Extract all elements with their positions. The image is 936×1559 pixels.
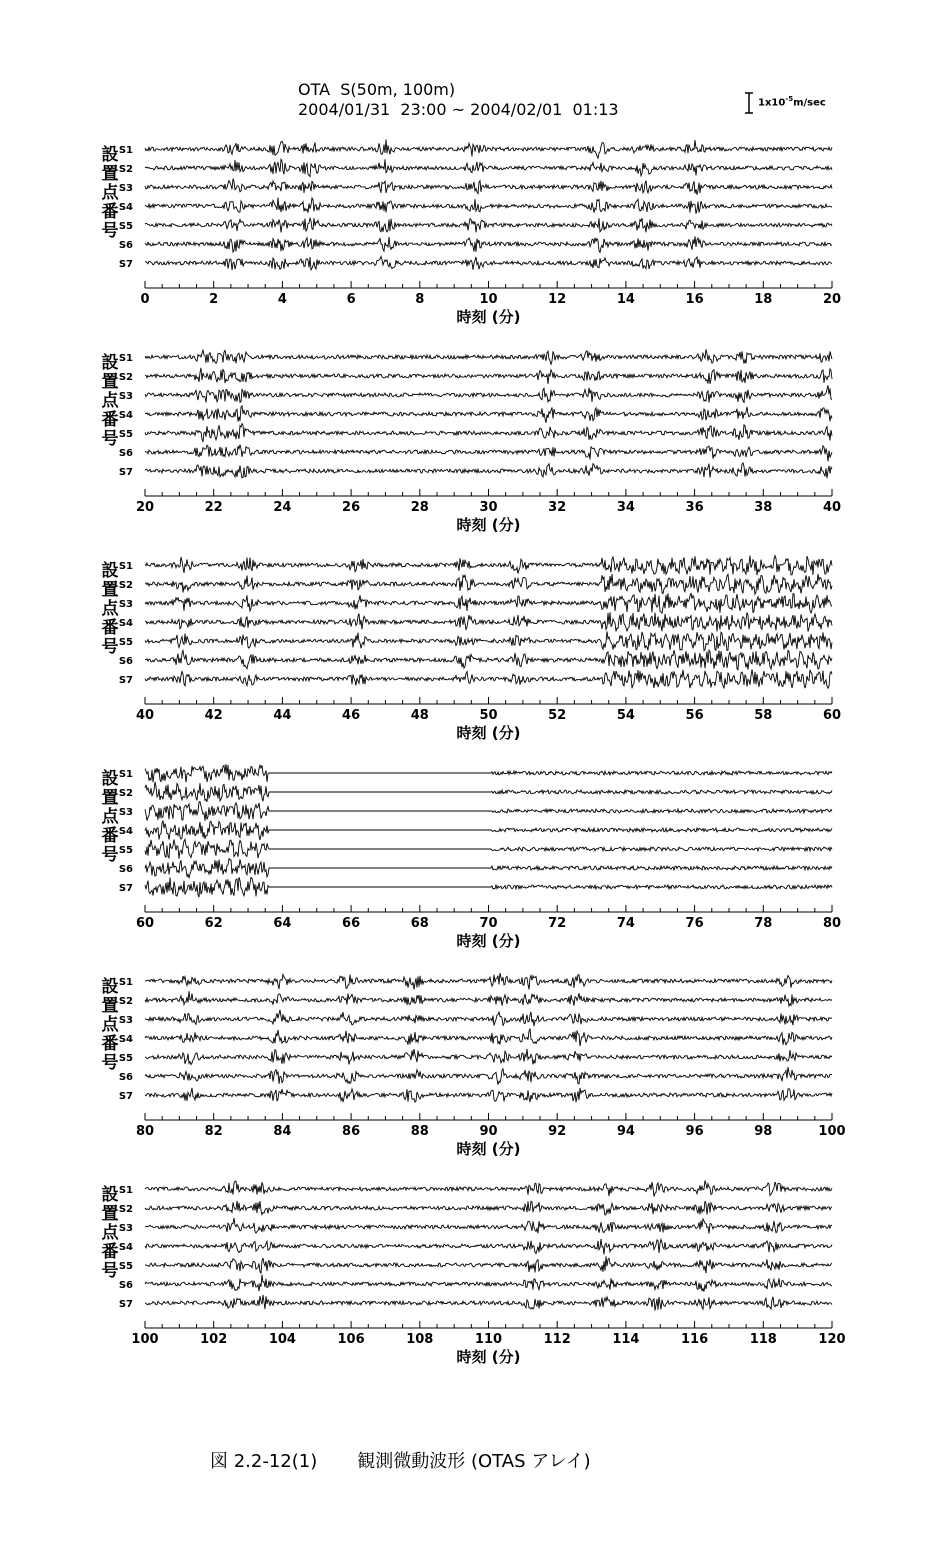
trace-s3 xyxy=(145,1010,832,1026)
x-tick-label: 82 xyxy=(204,1124,223,1139)
station-label-s4: S4 xyxy=(118,826,133,837)
station-label-s1: S1 xyxy=(118,769,133,780)
x-tick-label: 106 xyxy=(337,1332,365,1347)
x-tick-label: 86 xyxy=(342,1124,361,1139)
x-tick-label: 60 xyxy=(822,708,842,723)
x-tick-label: 114 xyxy=(612,1332,640,1347)
x-tick-label: 118 xyxy=(749,1332,777,1347)
trace-s4 xyxy=(145,821,832,840)
x-tick-label: 72 xyxy=(548,916,567,931)
trace-s7 xyxy=(145,463,832,478)
chart-title: OTA S(50m, 100m) xyxy=(298,80,456,99)
trace-s7 xyxy=(145,1295,832,1311)
y-axis-label: 設置点番号 xyxy=(101,145,119,241)
scale-exponent: -5 xyxy=(785,95,794,103)
x-tick-label: 94 xyxy=(616,1124,635,1139)
station-label-s2: S2 xyxy=(118,996,133,1007)
x-tick-label: 70 xyxy=(479,916,498,931)
trace-s5 xyxy=(145,631,832,650)
trace-s1 xyxy=(145,1181,832,1197)
x-tick-label: 34 xyxy=(616,500,635,515)
x-tick-label: 44 xyxy=(273,708,292,723)
x-tick-label: 40 xyxy=(822,500,842,515)
x-tick-label: 0 xyxy=(140,292,150,307)
x-axis-label: 時刻 (分) xyxy=(456,308,521,326)
trace-s5 xyxy=(145,424,832,442)
y-axis-label: 設置点番号 xyxy=(101,561,119,657)
trace-s6 xyxy=(145,445,832,462)
x-tick-label: 46 xyxy=(342,708,361,723)
x-tick-label: 12 xyxy=(548,292,567,307)
x-tick-label: 110 xyxy=(474,1332,503,1347)
x-tick-label: 42 xyxy=(204,708,223,723)
x-tick-label: 62 xyxy=(204,916,223,931)
station-label-s4: S4 xyxy=(118,618,133,629)
trace-s4 xyxy=(145,1239,832,1254)
station-label-s5: S5 xyxy=(118,1261,133,1272)
figure-caption xyxy=(210,1447,631,1473)
x-tick-label: 6 xyxy=(346,292,356,307)
x-tick-label: 64 xyxy=(273,916,292,931)
station-label-s7: S7 xyxy=(118,1091,133,1102)
station-label-s5: S5 xyxy=(118,845,133,856)
trace-s3 xyxy=(145,593,832,613)
x-tick-label: 36 xyxy=(685,500,704,515)
trace-s1 xyxy=(145,764,832,782)
x-tick-label: 48 xyxy=(410,708,429,723)
x-axis-label: 時刻 (分) xyxy=(456,724,521,742)
x-tick-label: 8 xyxy=(415,292,425,307)
y-axis-label: 設置点番号 xyxy=(101,1185,119,1281)
trace-s3 xyxy=(145,179,832,195)
trace-s2 xyxy=(145,574,832,594)
station-label-s6: S6 xyxy=(118,240,133,251)
x-tick-label: 2 xyxy=(209,292,219,307)
trace-s2 xyxy=(145,1201,832,1215)
figure-number: 図 2.2-12(1) xyxy=(210,1451,318,1472)
x-tick-label: 16 xyxy=(685,292,704,307)
x-tick-label: 120 xyxy=(818,1332,846,1347)
station-label-s6: S6 xyxy=(118,1072,133,1083)
trace-s2 xyxy=(145,782,832,802)
station-label-s7: S7 xyxy=(118,467,133,478)
trace-s7 xyxy=(145,670,832,689)
trace-s7 xyxy=(145,1088,832,1102)
trace-s1 xyxy=(145,973,832,989)
station-label-s6: S6 xyxy=(118,864,133,875)
x-tick-label: 68 xyxy=(410,916,429,931)
x-tick-label: 14 xyxy=(616,292,635,307)
trace-s2 xyxy=(145,159,832,176)
station-label-s2: S2 xyxy=(118,1204,133,1215)
trace-s6 xyxy=(145,1275,832,1292)
station-label-s2: S2 xyxy=(118,164,133,175)
station-label-s4: S4 xyxy=(118,1242,133,1253)
trace-s6 xyxy=(145,1067,832,1085)
x-tick-label: 24 xyxy=(273,500,292,515)
x-tick-label: 60 xyxy=(135,916,155,931)
chart-time-range: 2004/01/31 23:00 ~ 2004/02/01 01:13 xyxy=(298,100,619,119)
station-label-s5: S5 xyxy=(118,637,133,648)
x-tick-label: 50 xyxy=(479,708,498,723)
trace-s7 xyxy=(145,257,832,270)
trace-s5 xyxy=(145,839,832,858)
trace-s5 xyxy=(145,218,832,232)
x-tick-label: 10 xyxy=(479,292,498,307)
station-label-s3: S3 xyxy=(118,807,133,818)
x-tick-label: 88 xyxy=(410,1124,429,1139)
x-tick-label: 108 xyxy=(406,1332,434,1347)
x-tick-label: 20 xyxy=(135,500,155,515)
trace-s7 xyxy=(145,877,832,897)
x-tick-label: 22 xyxy=(204,500,223,515)
x-tick-label: 54 xyxy=(616,708,635,723)
x-tick-label: 66 xyxy=(342,916,361,931)
x-tick-label: 98 xyxy=(754,1124,773,1139)
x-tick-label: 30 xyxy=(479,500,498,515)
trace-s4 xyxy=(145,198,832,214)
x-axis-label: 時刻 (分) xyxy=(456,1348,521,1366)
station-label-s2: S2 xyxy=(118,580,133,591)
x-tick-label: 26 xyxy=(342,500,361,515)
x-tick-label: 20 xyxy=(822,292,842,307)
x-tick-label: 74 xyxy=(616,916,635,931)
station-label-s5: S5 xyxy=(118,1053,133,1064)
station-label-s1: S1 xyxy=(118,1185,133,1196)
x-tick-label: 18 xyxy=(754,292,773,307)
y-axis-label: 設置点番号 xyxy=(101,977,119,1073)
trace-s4 xyxy=(145,1029,832,1047)
x-tick-label: 40 xyxy=(135,708,155,723)
scale-value: 1x10 xyxy=(758,97,786,109)
station-label-s4: S4 xyxy=(118,410,133,421)
waveform-panel-4 xyxy=(0,754,936,969)
station-label-s3: S3 xyxy=(118,183,133,194)
x-tick-label: 112 xyxy=(543,1332,571,1347)
station-label-s4: S4 xyxy=(118,1034,133,1045)
x-tick-label: 4 xyxy=(277,292,287,307)
trace-s2 xyxy=(145,368,832,384)
x-tick-label: 58 xyxy=(754,708,773,723)
trace-s3 xyxy=(145,385,832,402)
x-tick-label: 32 xyxy=(548,500,567,515)
trace-s3 xyxy=(145,802,832,821)
waveform-panel-2 xyxy=(0,338,936,553)
trace-s4 xyxy=(145,406,832,423)
scale-unit: m/sec xyxy=(793,97,826,109)
x-tick-label: 104 xyxy=(268,1332,296,1347)
x-tick-label: 38 xyxy=(754,500,773,515)
waveform-panel-3 xyxy=(0,546,936,761)
trace-s4 xyxy=(145,612,832,631)
trace-s1 xyxy=(145,349,832,364)
waveform-panel-6 xyxy=(0,1170,936,1385)
trace-s1 xyxy=(145,556,832,576)
station-label-s6: S6 xyxy=(118,656,133,667)
x-tick-label: 56 xyxy=(685,708,704,723)
x-tick-label: 100 xyxy=(818,1124,846,1139)
x-tick-label: 90 xyxy=(479,1124,498,1139)
station-label-s6: S6 xyxy=(118,448,133,459)
x-tick-label: 78 xyxy=(754,916,773,931)
station-label-s1: S1 xyxy=(118,353,133,364)
x-tick-label: 84 xyxy=(273,1124,292,1139)
station-label-s3: S3 xyxy=(118,391,133,402)
trace-s3 xyxy=(145,1218,832,1234)
x-axis-label: 時刻 (分) xyxy=(456,516,521,534)
x-tick-label: 80 xyxy=(822,916,842,931)
station-label-s3: S3 xyxy=(118,1223,133,1234)
station-label-s7: S7 xyxy=(118,259,133,270)
station-label-s3: S3 xyxy=(118,1015,133,1026)
station-label-s1: S1 xyxy=(118,145,133,156)
station-label-s2: S2 xyxy=(118,788,133,799)
station-label-s5: S5 xyxy=(118,221,133,232)
x-tick-label: 92 xyxy=(548,1124,567,1139)
trace-s6 xyxy=(145,650,832,670)
waveform-panel-1 xyxy=(0,130,936,345)
station-label-s1: S1 xyxy=(118,561,133,572)
waveform-panel-5 xyxy=(0,962,936,1177)
station-label-s3: S3 xyxy=(118,599,133,610)
x-tick-label: 76 xyxy=(685,916,704,931)
trace-s6 xyxy=(145,859,832,878)
station-label-s1: S1 xyxy=(118,977,133,988)
x-tick-label: 80 xyxy=(135,1124,155,1139)
station-label-s2: S2 xyxy=(118,372,133,383)
trace-s5 xyxy=(145,1256,832,1273)
x-tick-label: 116 xyxy=(681,1332,709,1347)
station-label-s7: S7 xyxy=(118,1299,133,1310)
station-label-s5: S5 xyxy=(118,429,133,440)
x-tick-label: 28 xyxy=(410,500,429,515)
trace-s1 xyxy=(145,140,832,159)
y-axis-label: 設置点番号 xyxy=(101,353,119,449)
station-label-s7: S7 xyxy=(118,675,133,686)
station-label-s7: S7 xyxy=(118,883,133,894)
x-tick-label: 100 xyxy=(131,1332,159,1347)
amplitude-scale-label xyxy=(758,95,826,108)
y-axis-label: 設置点番号 xyxy=(101,769,119,865)
x-tick-label: 102 xyxy=(200,1332,228,1347)
station-label-s4: S4 xyxy=(118,202,133,213)
x-axis-label: 時刻 (分) xyxy=(456,932,521,950)
figure-caption-text: 観測微動波形 (OTAS アレイ) xyxy=(357,1451,591,1472)
x-axis-label: 時刻 (分) xyxy=(456,1140,521,1158)
trace-s5 xyxy=(145,1049,832,1065)
x-tick-label: 52 xyxy=(548,708,567,723)
trace-s2 xyxy=(145,991,832,1006)
x-tick-label: 96 xyxy=(685,1124,704,1139)
station-label-s6: S6 xyxy=(118,1280,133,1291)
trace-s6 xyxy=(145,236,832,252)
